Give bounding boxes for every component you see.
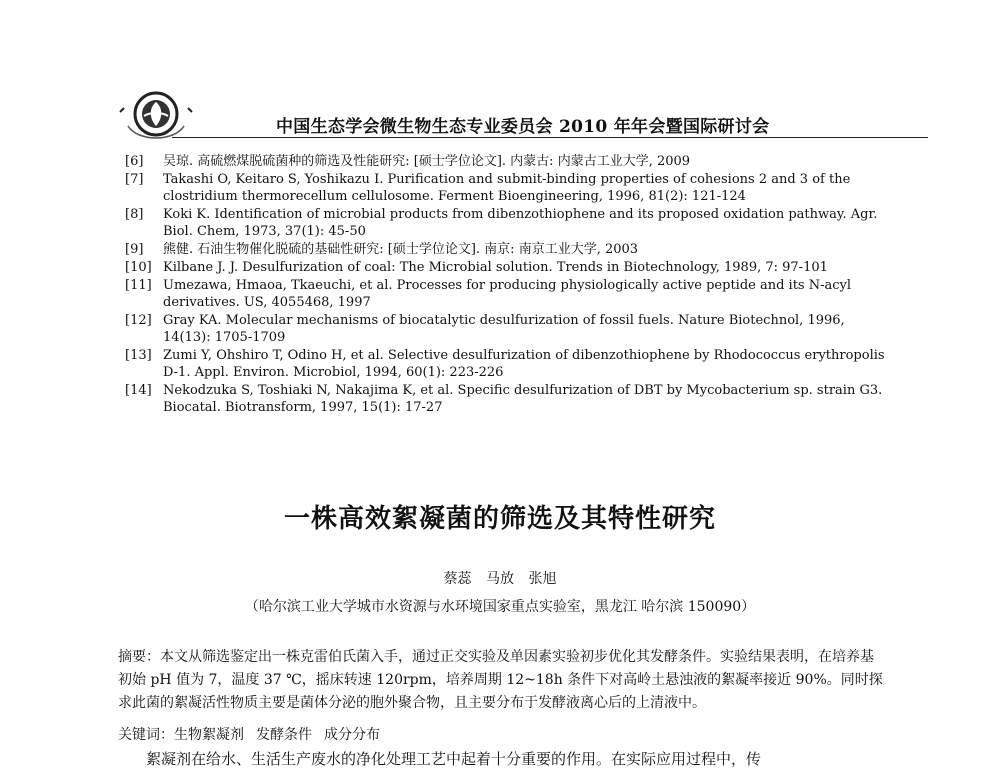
reference-number: [7] — [125, 172, 144, 187]
reference-item — [125, 347, 885, 381]
reference-text: Gray KA. Molecular mechanisms of biocatalytic desulfurization of fossil fuels. Nature Biotechnol, 1996, 14(13): 1705-1709 — [163, 313, 845, 345]
keyword: 成分分布 — [324, 727, 380, 743]
reference-text: Kilbane J. J. Desulfurization of coal: The Microbial solution. Trends in Biotechnology, 1989, 7: 97-101 — [163, 260, 828, 275]
reference-text: Nekodzuka S, Toshiaki N, Nakajima K, et al. Specific desulfurization of DBT by Mycobacterium sp. strain G3. Biocatal. Biotransform, 1997, 15(1): 17-27 — [163, 383, 883, 415]
reference-text: Zumi Y, Ohshiro T, Odino H, et al. Selective desulfurization of dibenzothiophene by Rhodococcus erythropolis D-1. Appl. Environ. Microbiol, 1994, 60(1): 223-226 — [163, 348, 885, 380]
paper-affiliation: （哈尔滨工业大学城市水资源与水环境国家重点实验室，黑龙江 哈尔滨 150090） — [244, 599, 756, 615]
keyword: 生物絮凝剂 — [174, 727, 244, 743]
reference-text: 吴琼. 高硫燃煤脱硫菌种的筛选及性能研究: [硕士学位论文]. 内蒙古: 内蒙古工业大学, 2009 — [163, 154, 691, 169]
reference-number: [12] — [125, 313, 152, 328]
reference-number: [8] — [125, 207, 144, 222]
reference-item — [125, 241, 885, 258]
reference-text: Takashi O, Keitaro S, Yoshikazu I. Purification and submit-binding properties of cohesions 2 and 3 of the clostridium thermorecellum cellulosome. Ferment Bioengineering, 1996, 81(2): 121-124 — [163, 172, 851, 204]
paper-title: 一株高效絮凝菌的筛选及其特性研究 — [283, 504, 716, 534]
reference-item — [125, 382, 885, 416]
abstract-label: 摘要： — [118, 649, 160, 665]
paper-authors: 蔡蕊 马放 张旭 — [443, 571, 557, 587]
keywords — [118, 724, 392, 744]
keywords-label: 关键词： — [118, 727, 174, 743]
reference-item — [125, 153, 885, 170]
header-title: 中国生态学会微生物生态专业委员会 2010 年年会暨国际研讨会 — [276, 117, 770, 137]
reference-number: [6] — [125, 154, 144, 169]
reference-number: [10] — [125, 260, 152, 275]
reference-item — [125, 206, 885, 240]
body-paragraph: 絮凝剂在给水、生活生产废水的净化处理工艺中起着十分重要的作用。在实际应用过程中，传 — [146, 750, 762, 768]
reference-number: [11] — [125, 278, 152, 293]
conference-header — [118, 86, 888, 140]
reference-text: 熊健. 石油生物催化脱硫的基础性研究: [硕士学位论文]. 南京: 南京工业大学, 2003 — [163, 242, 639, 257]
reference-list — [125, 153, 885, 417]
header-divider — [172, 137, 928, 138]
reference-number: [9] — [125, 242, 144, 257]
reference-item — [125, 312, 885, 346]
reference-item — [125, 171, 885, 205]
keyword: 发酵条件 — [256, 727, 312, 743]
abstract-text: 本文从筛选鉴定出一株克雷伯氏菌入手，通过正交实验及单因素实验初步优化其发酵条件。实验结果表明，在培养基初始 pH 值为 7，温度 37 ℃，摇床转速 120rpm，培养周期 12~18h 条件下对高岭土悬浊液的絮凝率接近 90%。同时探求此菌的絮凝活性物质主要是菌体分泌的胞外聚合物，且主要分布于发酵液离心后的上清液中。 — [118, 649, 883, 711]
reference-number: [13] — [125, 348, 152, 363]
reference-number: [14] — [125, 383, 152, 398]
reference-text: Koki K. Identification of microbial products from dibenzothiophene and its proposed oxidation pathway. Agr. Biol. Chem, 1973, 37(1): 45-50 — [163, 207, 878, 239]
reference-text: Umezawa, Hmaoa, Tkaeuchi, et al. Processes for producing physiologically active peptide and its N-acyl derivatives. US, 4055468, 1997 — [163, 278, 852, 310]
reference-item — [125, 277, 885, 311]
abstract — [118, 646, 886, 715]
reference-item — [125, 259, 885, 276]
